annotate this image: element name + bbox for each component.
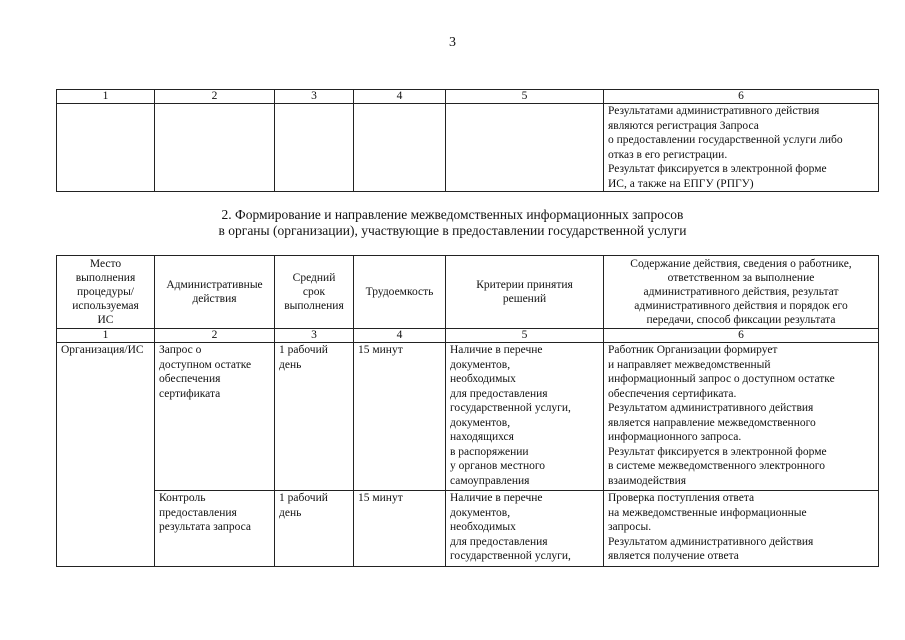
row-place: Организация/ИС	[57, 343, 155, 567]
header-place: Место выполнения процедуры/ используемая ИС	[57, 256, 155, 329]
col-number: 5	[446, 90, 604, 104]
top-table	[56, 89, 879, 192]
col-number: 2	[155, 329, 275, 343]
row-labor: 15 минут	[354, 343, 446, 491]
col-number: 6	[604, 329, 879, 343]
header-content: Содержание действия, сведения о работнике, ответственном за выполнение административного действия, результат административного действия и порядок его передачи, способ фиксации результата	[604, 256, 879, 329]
col-number: 4	[354, 329, 446, 343]
header-labor: Трудоемкость	[354, 256, 446, 329]
row-content: Проверка поступления ответа на межведомственные информационные запросы. Результатом административного действия является получение ответа	[604, 491, 879, 567]
table-row	[57, 104, 879, 192]
row-content: Работник Организации формирует и направляет межведомственный информационный запрос о доступном остатке обеспечения сертификата. Результатом административного действия является направление межведомственного информационного запроса. Результат фиксируется в электронной форме в системе межведомственного электронного взаимодействия	[604, 343, 879, 491]
table-cell	[275, 104, 354, 192]
section-title-line: в органы (организации), участвующие в предоставлении государственной услуги	[218, 223, 687, 238]
row-action: Запрос о доступном остатке обеспечения сертификата	[155, 343, 275, 491]
column-number-row	[57, 90, 879, 104]
col-number: 6	[604, 90, 879, 104]
section-title	[0, 207, 905, 239]
row-labor: 15 минут	[354, 491, 446, 567]
table-cell	[155, 104, 275, 192]
col-number: 3	[275, 329, 354, 343]
col-number: 3	[275, 90, 354, 104]
column-number-row	[57, 329, 879, 343]
table-cell	[446, 104, 604, 192]
col-number: 4	[354, 90, 446, 104]
row-action: Контроль предоставления результата запроса	[155, 491, 275, 567]
header-criteria: Критерии принятия решений	[446, 256, 604, 329]
section-title-line: 2. Формирование и направление межведомственных информационных запросов	[221, 207, 684, 222]
header-actions: Административные действия	[155, 256, 275, 329]
row-criteria: Наличие в перечне документов, необходимых для предоставления государственной услуги, документов, находящихся в распоряжении у органов местного самоуправления	[446, 343, 604, 491]
row-duration: 1 рабочий день	[275, 343, 354, 491]
row-duration: 1 рабочий день	[275, 491, 354, 567]
col-number: 2	[155, 90, 275, 104]
table-cell	[57, 104, 155, 192]
page-number: 3	[449, 35, 456, 50]
result-description: Результатами административного действия являются регистрация Запроса о предоставлении государственной услуги либо отказ в его регистрации. Результат фиксируется в электронной форме ИС, а также на ЕПГУ (РПГУ)	[604, 104, 879, 192]
main-table	[56, 255, 879, 567]
table-row	[57, 491, 879, 567]
header-row	[57, 256, 879, 329]
col-number: 1	[57, 90, 155, 104]
table-row	[57, 343, 879, 491]
row-criteria: Наличие в перечне документов, необходимых для предоставления государственной услуги,	[446, 491, 604, 567]
table-cell	[354, 104, 446, 192]
col-number: 1	[57, 329, 155, 343]
header-duration: Средний срок выполнения	[275, 256, 354, 329]
col-number: 5	[446, 329, 604, 343]
